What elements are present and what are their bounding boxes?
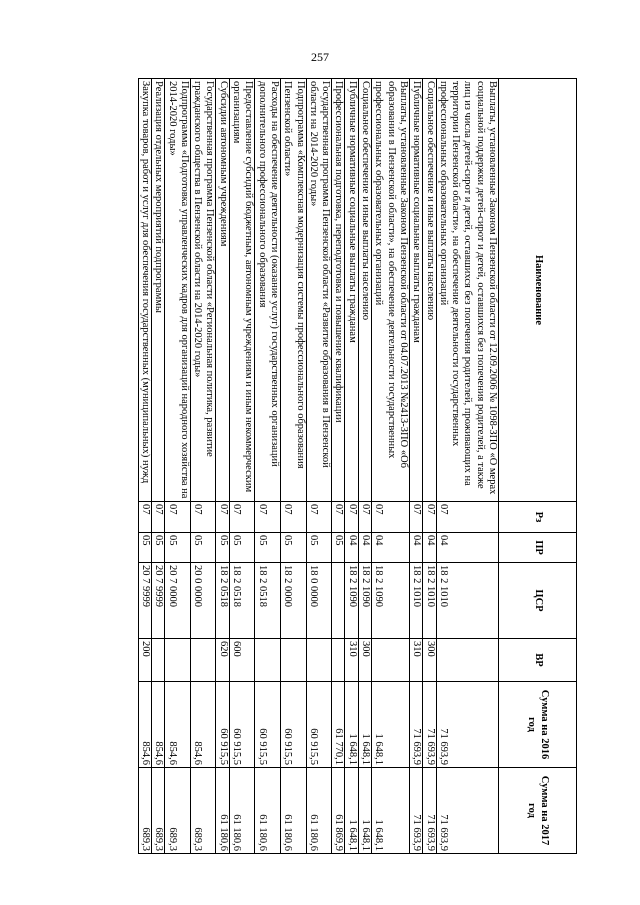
cell-vr: 620 <box>216 639 229 682</box>
cell-sum-2016: 854,6 <box>151 682 164 768</box>
cell-vr <box>372 639 410 682</box>
header-pr: ПР <box>499 533 577 563</box>
table-row <box>190 79 216 854</box>
cell-sum-2017: 61 869,9 <box>332 768 345 854</box>
cell-rz: 07 <box>151 502 164 533</box>
cell-vr <box>280 639 306 682</box>
cell-vr <box>190 639 216 682</box>
cell-name: Публичные нормативные социальные выплаты гражданам <box>345 79 358 502</box>
cell-sum-2016: 60 915,5 <box>280 682 306 768</box>
table-row <box>306 79 332 854</box>
cell-sum-2016: 1 648,1 <box>372 682 410 768</box>
cell-sum-2016: 854,6 <box>138 682 151 768</box>
cell-csr: 18 2 1010 <box>409 563 422 639</box>
table-header-row <box>499 79 577 854</box>
cell-name: Профессиональная подготовка, переподготовка и повышение квалификации <box>332 79 345 502</box>
table-row <box>409 79 422 854</box>
cell-pr: 05 <box>332 533 345 563</box>
table-row <box>345 79 358 854</box>
table-row <box>358 79 371 854</box>
cell-pr: 04 <box>372 533 410 563</box>
cell-sum-2016: 854,6 <box>165 682 191 768</box>
cell-pr: 05 <box>255 533 281 563</box>
cell-rz: 07 <box>358 502 371 533</box>
cell-sum-2017: 61 180,6 <box>255 768 281 854</box>
cell-rz: 07 <box>138 502 151 533</box>
header-vr: ВР <box>499 639 577 682</box>
cell-sum-2017: 689,3 <box>138 768 151 854</box>
cell-name: Социальное обеспечение и иные выплаты населению <box>423 79 436 502</box>
cell-pr: 05 <box>229 533 255 563</box>
cell-sum-2016: 71 693,9 <box>436 682 498 768</box>
header-sum-2017: Сумма на 2017 год <box>499 768 577 854</box>
cell-csr: 18 2 1010 <box>436 563 498 639</box>
table-row <box>332 79 345 854</box>
header-rz: Рз <box>499 502 577 533</box>
cell-csr: 18 2 0518 <box>229 563 255 639</box>
cell-sum-2017: 61 180,6 <box>216 768 229 854</box>
cell-vr: 600 <box>229 639 255 682</box>
cell-name: Закупка товаров, работ и услуг для обеспечения государственных (муниципальных) нужд <box>138 79 151 502</box>
cell-csr <box>332 563 345 639</box>
cell-vr: 310 <box>345 639 358 682</box>
cell-pr: 05 <box>165 533 191 563</box>
cell-rz: 07 <box>165 502 191 533</box>
cell-vr <box>306 639 332 682</box>
cell-csr: 20 7 9999 <box>138 563 151 639</box>
cell-csr: 20 7 9999 <box>151 563 164 639</box>
cell-name: Расходы на обеспечение деятельности (оказание услуг) государственных организаций дополнительного профессионального образования <box>255 79 281 502</box>
cell-pr: 04 <box>358 533 371 563</box>
table-row <box>436 79 498 854</box>
header-sum-2016: Сумма на 2016 год <box>499 682 577 768</box>
cell-sum-2017: 1 648,1 <box>358 768 371 854</box>
cell-csr: 18 0 0000 <box>306 563 332 639</box>
cell-csr: 18 2 0000 <box>280 563 306 639</box>
cell-pr: 05 <box>280 533 306 563</box>
cell-sum-2017: 71 693,9 <box>436 768 498 854</box>
cell-name: Субсидии автономным учреждениям <box>216 79 229 502</box>
cell-rz: 07 <box>306 502 332 533</box>
table-row <box>216 79 229 854</box>
table-body <box>138 79 498 854</box>
cell-vr: 200 <box>138 639 151 682</box>
cell-csr: 20 7 0000 <box>165 563 191 639</box>
cell-pr: 05 <box>306 533 332 563</box>
page-number: 257 <box>311 50 329 64</box>
cell-name: Социальное обеспечение и иные выплаты населению <box>358 79 371 502</box>
table-row <box>423 79 436 854</box>
cell-pr: 05 <box>151 533 164 563</box>
cell-pr: 04 <box>436 533 498 563</box>
cell-vr <box>436 639 498 682</box>
cell-rz: 07 <box>190 502 216 533</box>
cell-sum-2017: 689,3 <box>151 768 164 854</box>
cell-rz: 07 <box>409 502 422 533</box>
header-csr: ЦСР <box>499 563 577 639</box>
cell-pr: 05 <box>216 533 229 563</box>
cell-name: Предоставление субсидий бюджетным, автономным учреждениям и иным некоммерческим организациям <box>229 79 255 502</box>
cell-pr: 04 <box>409 533 422 563</box>
cell-rz: 07 <box>216 502 229 533</box>
header-name: Наименование <box>499 79 577 502</box>
table-row <box>165 79 191 854</box>
cell-vr: 310 <box>409 639 422 682</box>
cell-sum-2017: 61 180,6 <box>229 768 255 854</box>
cell-vr: 300 <box>358 639 371 682</box>
cell-sum-2016: 71 693,9 <box>423 682 436 768</box>
cell-sum-2016: 1 648,1 <box>358 682 371 768</box>
cell-sum-2017: 71 693,9 <box>409 768 422 854</box>
cell-sum-2016: 60 915,5 <box>216 682 229 768</box>
cell-csr: 18 2 0518 <box>255 563 281 639</box>
cell-csr: 20 0 0000 <box>190 563 216 639</box>
cell-name: Государственная программа Пензенской области «Региональная политика, развитие гражданского общества в Пензенской области на 2014-2020 годы» <box>190 79 216 502</box>
cell-name: Реализация отдельных мероприятий подпрограммы <box>151 79 164 502</box>
cell-vr <box>151 639 164 682</box>
cell-sum-2017: 71 693,9 <box>423 768 436 854</box>
cell-pr: 04 <box>345 533 358 563</box>
cell-rz: 07 <box>280 502 306 533</box>
table-row <box>138 79 151 854</box>
cell-rz: 07 <box>229 502 255 533</box>
table-row <box>255 79 281 854</box>
cell-csr: 18 2 1010 <box>423 563 436 639</box>
cell-csr: 18 2 1090 <box>372 563 410 639</box>
cell-sum-2017: 61 180,6 <box>306 768 332 854</box>
rotated-table-container <box>138 78 577 853</box>
cell-rz: 07 <box>372 502 410 533</box>
cell-pr: 04 <box>423 533 436 563</box>
cell-sum-2016: 854,6 <box>190 682 216 768</box>
cell-name: Подпрограмма «Комплексная модернизация системы профессионального образования Пензенской области» <box>280 79 306 502</box>
cell-rz: 07 <box>332 502 345 533</box>
cell-vr <box>332 639 345 682</box>
cell-sum-2016: 60 915,5 <box>306 682 332 768</box>
cell-sum-2017: 61 180,6 <box>280 768 306 854</box>
table-row <box>280 79 306 854</box>
cell-name: Выплаты, установленные Законом Пензенской области от 04.07.2013 №2413-ЗПО «Об образовании в Пензенской области», на обеспечение деятельности государственных профессиональных образовательных организаций <box>372 79 410 502</box>
cell-pr: 05 <box>138 533 151 563</box>
cell-sum-2017: 1 648,1 <box>372 768 410 854</box>
cell-sum-2017: 689,3 <box>190 768 216 854</box>
table-row <box>151 79 164 854</box>
cell-rz: 07 <box>255 502 281 533</box>
cell-sum-2016: 1 648,1 <box>345 682 358 768</box>
cell-rz: 07 <box>423 502 436 533</box>
cell-sum-2016: 60 915,5 <box>229 682 255 768</box>
cell-sum-2016: 71 693,9 <box>409 682 422 768</box>
table-row <box>372 79 410 854</box>
cell-vr <box>255 639 281 682</box>
cell-rz: 07 <box>345 502 358 533</box>
cell-vr: 300 <box>423 639 436 682</box>
cell-csr: 18 2 1090 <box>358 563 371 639</box>
cell-sum-2016: 61 770,1 <box>332 682 345 768</box>
cell-pr: 05 <box>190 533 216 563</box>
cell-sum-2016: 60 915,5 <box>255 682 281 768</box>
budget-table <box>138 78 577 854</box>
table-row <box>229 79 255 854</box>
cell-name: Подпрограмма «Подготовка управленческих кадров для организаций народного хозяйства на 2014-2020 годы» <box>165 79 191 502</box>
cell-csr: 18 2 1090 <box>345 563 358 639</box>
cell-sum-2017: 1 648,1 <box>345 768 358 854</box>
cell-name: Выплаты, установленные Законом Пензенской области от 12.09.2006 № 1098-ЗПО «О мерах социальной поддержки детей-сирот и детей, оставшихся без попечения родителей, а также лиц из числа детей-сирот и детей, оставшихся без попечения родителей, проживающих на территории Пензенской области», на обеспечение деятельности государственных профессиональных образовательных организаций <box>436 79 498 502</box>
cell-csr: 18 2 0518 <box>216 563 229 639</box>
cell-sum-2017: 689,3 <box>165 768 191 854</box>
cell-name: Государственная программа Пензенской области «Развитие образования в Пензенской области на 2014-2020 годы» <box>306 79 332 502</box>
cell-rz: 07 <box>436 502 498 533</box>
cell-name: Публичные нормативные социальные выплаты гражданам <box>409 79 422 502</box>
cell-vr <box>165 639 191 682</box>
